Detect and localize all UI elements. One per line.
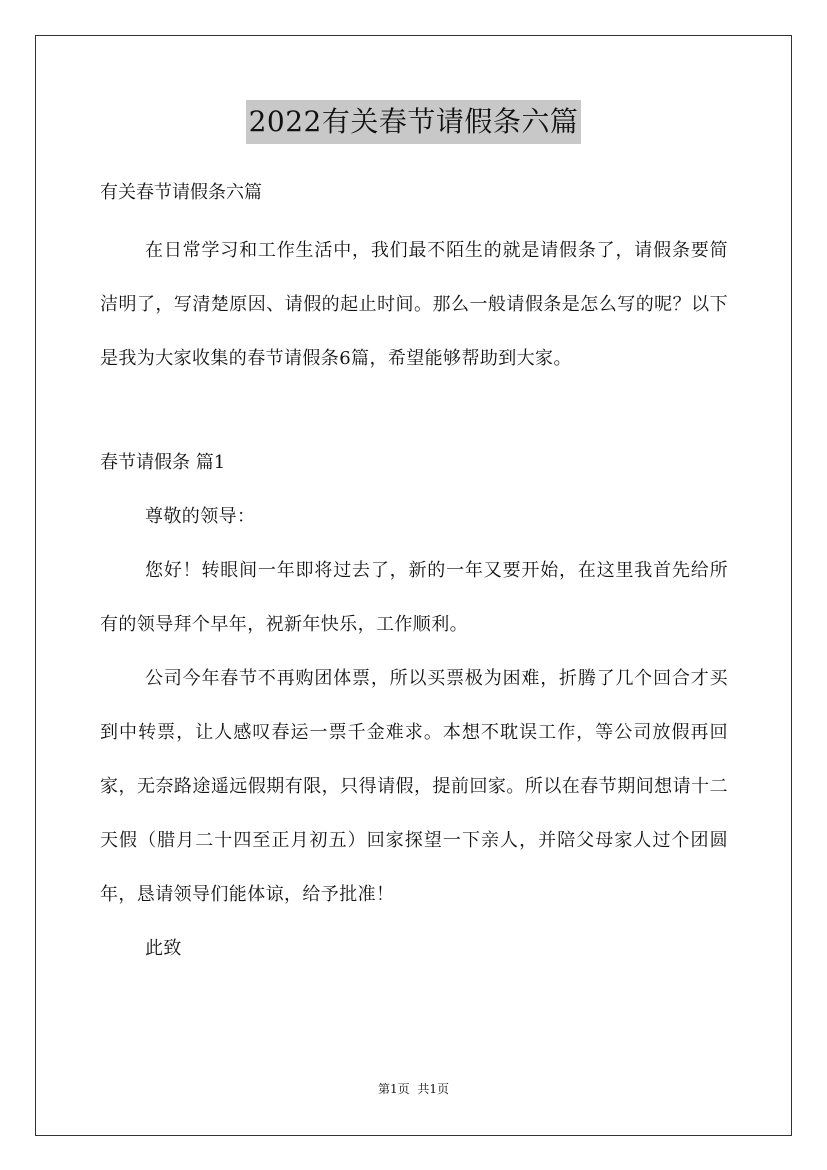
document-body (100, 170, 728, 976)
page-footer (0, 1081, 827, 1097)
body-paragraph: 公司今年春节不再购团体票，所以买票极为困难，折腾了几个回合才买到中转票，让人感叹春运一票千金难求。本想不耽误工作，等公司放假再回家，无奈路途遥远假期有限，只得请假，提前回家。所以在春节期间想请十二天假（腊月二十四至正月初五）回家探望一下亲人，并陪父母家人过个团圆年，恳请领导们能体谅，给予批准！ (100, 668, 728, 905)
closing-line: 此致 (145, 938, 182, 959)
document-subtitle: 有关春节请假条六篇 (100, 182, 262, 203)
section-heading: 春节请假条 篇1 (100, 452, 226, 473)
page-number: 第1页 (377, 1082, 410, 1096)
title-container (0, 100, 827, 144)
section-spacer (100, 386, 728, 436)
body-paragraph: 您好！转眼间一年即将过去了，新的一年又要开始，在这里我首先给所有的领导拜个早年，祝新年快乐，工作顺利。 (100, 560, 728, 635)
page-total: 共1页 (417, 1082, 450, 1096)
intro-paragraph: 在日常学习和工作生活中，我们最不陌生的就是请假条了，请假条要简洁明了，写清楚原因、请假的起止时间。那么一般请假条是怎么写的呢？以下是我为大家收集的春节请假条6篇，希望能够帮助到大家。 (100, 240, 728, 369)
salutation: 尊敬的领导： (145, 506, 256, 527)
document-title: 2022有关春节请假条六篇 (246, 100, 582, 144)
